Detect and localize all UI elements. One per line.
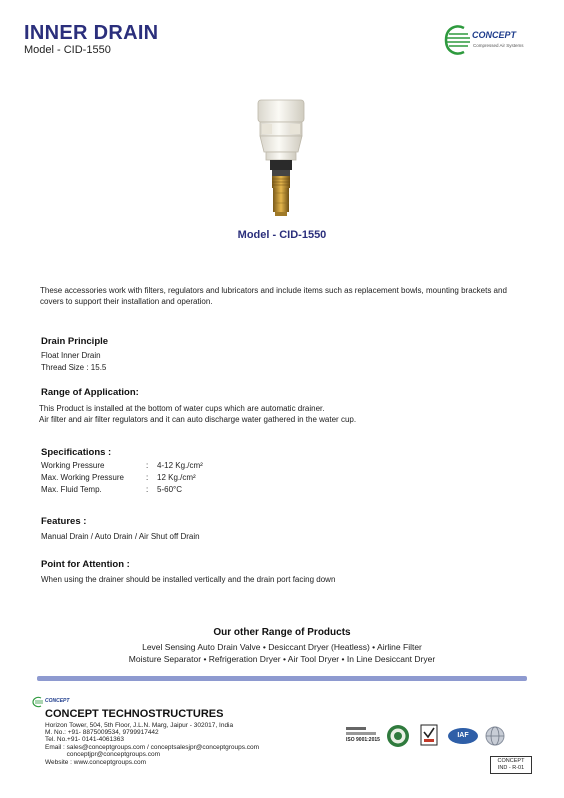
- intro-paragraph: These accessories work with filters, regulators and lubricators and include items such as replacement bowls, mounting brackets and covers to support their installation and operation.: [40, 286, 507, 306]
- footer-logo-icon: [32, 696, 44, 708]
- company-name: CONCEPT TECHNOSTRUCTURES: [45, 708, 224, 720]
- globe-certification-icon: [485, 726, 505, 746]
- attention-text: When using the drainer should be installed vertically and the drain port facing down: [41, 575, 336, 584]
- spec-label: Max. Fluid Temp.: [41, 485, 102, 494]
- other-products-heading: Our other Range of Products: [213, 627, 351, 638]
- product-image: [248, 98, 314, 226]
- iso-text: ISO 9001:2015: [346, 737, 380, 743]
- spec-separator: :: [146, 473, 149, 482]
- spec-value: 5-60°C: [157, 485, 182, 494]
- footer-logo-brand: CONCEPT: [45, 698, 70, 704]
- spec-label: Working Pressure: [41, 461, 105, 470]
- features-text: Manual Drain / Auto Drain / Air Shut off Drain: [41, 532, 200, 541]
- drain-principle-line: Thread Size : 15.5: [41, 363, 107, 372]
- footer-logo: [32, 696, 72, 708]
- website-line: Website : www.conceptgroups.com: [45, 759, 147, 766]
- concept-logo: [442, 22, 542, 58]
- range-of-application-line: Air filter and air filter regulators and it can auto discharge water gathered in the water cup.: [39, 415, 357, 424]
- spec-separator: :: [146, 485, 149, 494]
- iaf-badge: IAF: [448, 728, 478, 744]
- product-caption: Model - CID-1550: [237, 229, 327, 241]
- divider-bar: [37, 676, 527, 681]
- certification-seal-icon: [386, 724, 410, 748]
- telephone-line: Tel. No.+91- 0141-4061363: [45, 736, 124, 743]
- document-code: [490, 756, 532, 774]
- attention-heading: Point for Attention :: [41, 559, 130, 570]
- email-line-2: conceptjpr@conceptgroups.com: [45, 751, 160, 758]
- model-subtitle: Model - CID-1550: [24, 44, 111, 56]
- iso-certification-badge: [346, 727, 380, 743]
- mobile-line: M. No.: +91- 8875009534, 9799917442: [45, 729, 159, 736]
- email-line: Email : sales@conceptgroups.com / conceptsalesjpr@conceptgroups.com: [45, 744, 260, 751]
- document-code-line: CONCEPT: [497, 758, 525, 764]
- spec-separator: :: [146, 461, 149, 470]
- spec-label: Max. Working Pressure: [41, 473, 124, 482]
- logo-brand: CONCEPT: [472, 30, 517, 40]
- specifications-heading: Specifications :: [41, 447, 112, 458]
- drain-principle-heading: Drain Principle: [41, 336, 109, 347]
- inner-drain-product-illustration: [248, 98, 314, 226]
- concept-logo-icon: [442, 22, 472, 58]
- accreditation-mark-icon: [420, 724, 438, 746]
- spec-value: 4-12 Kg./cm²: [157, 461, 203, 470]
- features-heading: Features :: [41, 516, 87, 527]
- range-of-application-heading: Range of Application:: [41, 387, 139, 398]
- page-title: INNER DRAIN: [24, 22, 159, 44]
- other-products-line: Level Sensing Auto Drain Valve • Desiccant Dryer (Heatless) • Airline Filter: [142, 642, 422, 652]
- range-of-application-line: This Product is installed at the bottom of water cups which are automatic drainer.: [39, 404, 325, 413]
- logo-tagline: Compressed Air Systems: [473, 43, 524, 48]
- other-products-line: Moisture Separator • Refrigeration Dryer • Air Tool Dryer • In Line Desiccant Dryer: [128, 654, 436, 664]
- spec-value: 12 Kg./cm²: [157, 473, 196, 482]
- address-line: Horizon Tower, 504, 5th Floor, J.L.N. Marg, Jaipur - 302017, India: [45, 722, 234, 729]
- document-code-line: IND - R-01: [497, 765, 525, 771]
- drain-principle-line: Float Inner Drain: [41, 351, 101, 360]
